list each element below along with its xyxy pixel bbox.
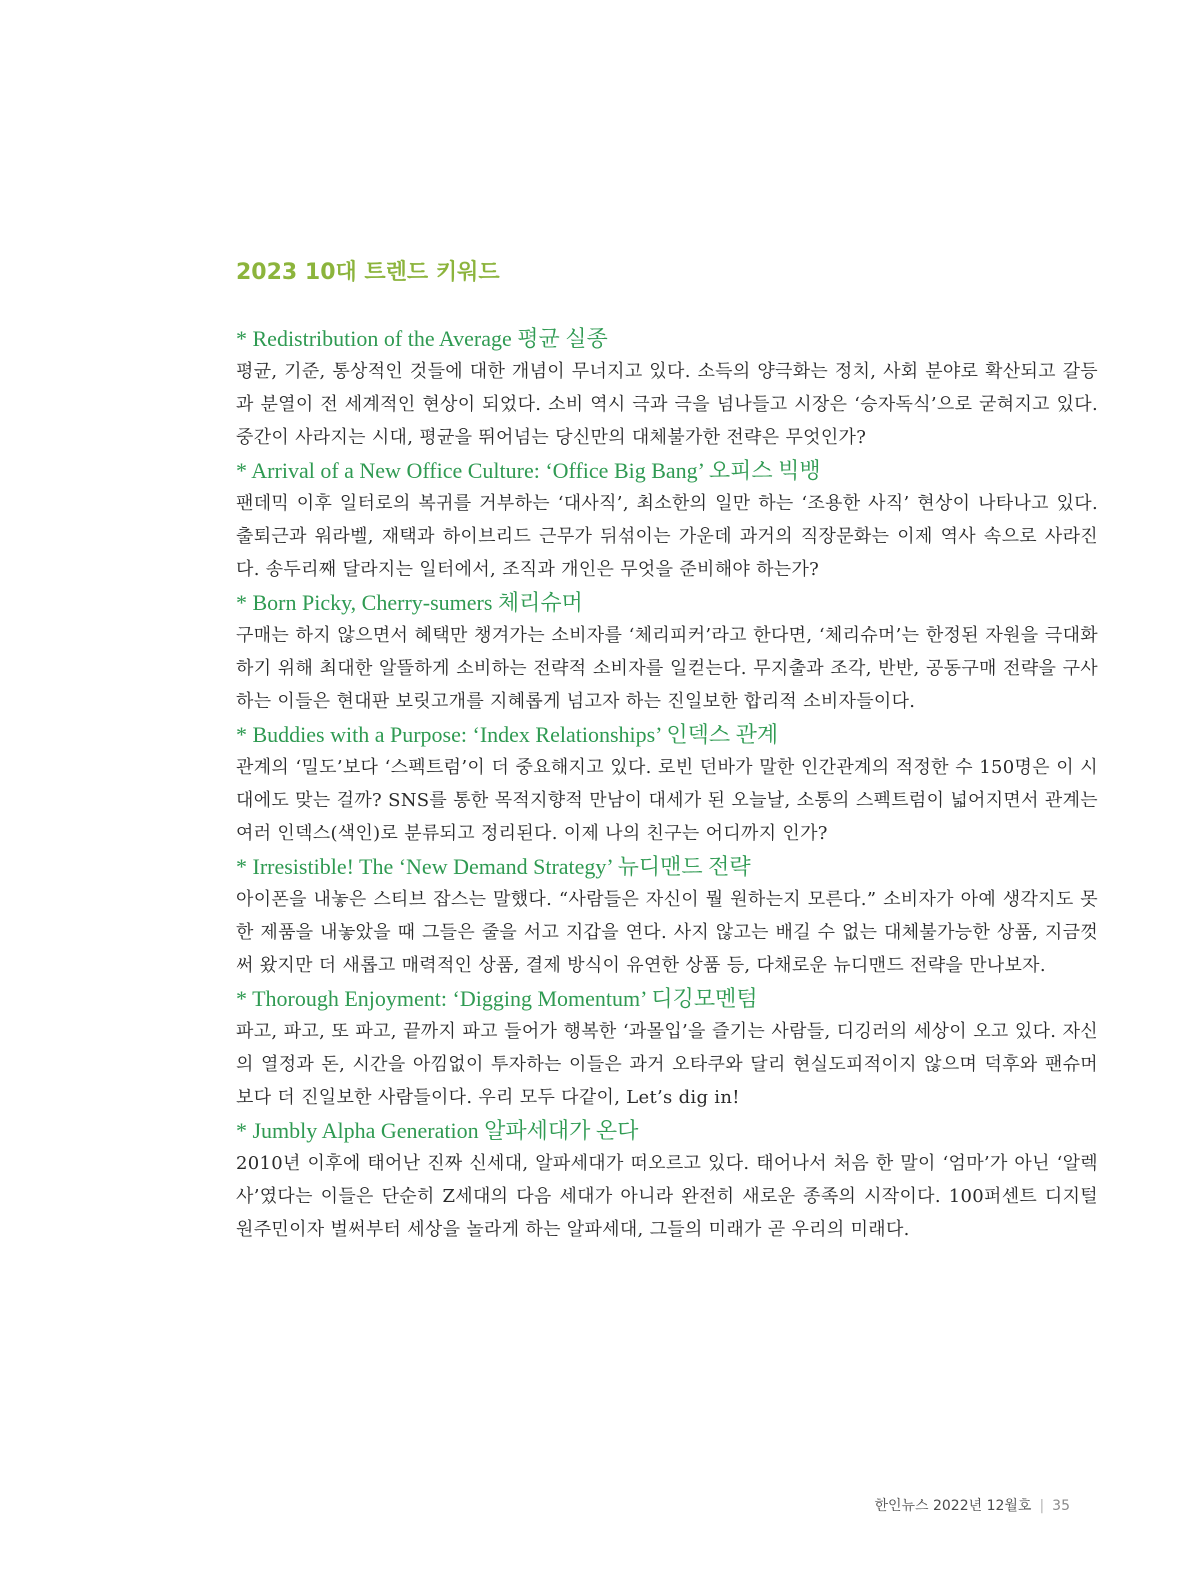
trend-item-new-demand bbox=[236, 850, 1098, 982]
footer-separator: | bbox=[1039, 1498, 1045, 1514]
page-number: 35 bbox=[1052, 1498, 1070, 1514]
trend-item-index-relationships bbox=[236, 718, 1098, 850]
trend-body: 구매는 하지 않으면서 혜택만 챙겨가는 소비자를 ‘체리피커’라고 한다면, ‘체리슈머’는 한정된 자원을 극대화하기 위해 최대한 알뜰하게 소비하는 전략적 소비자를 일컫는다. 무지출과 조각, 반반, 공동구매 전략을 구사하는 이들은 현대판 보릿고개를 지혜롭게 넘고자 하는 진일보한 합리적 소비자들이다. bbox=[236, 625, 1098, 712]
trend-heading: * Jumbly Alpha Generation 알파세대가 온다 bbox=[236, 1118, 639, 1143]
trend-heading: * Redistribution of the Average 평균 실종 bbox=[236, 326, 608, 351]
trend-body: 아이폰을 내놓은 스티브 잡스는 말했다. “사람들은 자신이 뭘 원하는지 모른다.” 소비자가 아예 생각지도 못한 제품을 내놓았을 때 그들은 줄을 서고 지갑을 연다. 사지 않고는 배길 수 없는 대체불가능한 상품, 지금껏 써 왔지만 더 새롭고 매력적인 상품, 결제 방식이 유연한 상품 등, 다채로운 뉴디맨드 전략을 만나보자. bbox=[236, 889, 1098, 976]
trend-item-average bbox=[236, 322, 1098, 454]
trend-heading: * Buddies with a Purpose: ‘Index Relationships’ 인덱스 관계 bbox=[236, 722, 779, 747]
publication-name: 한인뉴스 2022년 12월호 bbox=[874, 1498, 1032, 1514]
trend-body: 파고, 파고, 또 파고, 끝까지 파고 들어가 행복한 ‘과몰입’을 즐기는 사람들, 디깅러의 세상이 오고 있다. 자신의 열정과 돈, 시간을 아낌없이 투자하는 이들은 과거 오타쿠와 달리 현실도피적이지 않으며 덕후와 팬슈머보다 더 진일보한 사람들이다. 우리 모두 다같이, Let’s dig in! bbox=[236, 1021, 1098, 1108]
page-footer bbox=[874, 1496, 1070, 1516]
trend-heading: * Arrival of a New Office Culture: ‘Office Big Bang’ 오피스 빅뱅 bbox=[236, 458, 821, 483]
trend-item-digging-momentum bbox=[236, 982, 1098, 1114]
trend-item-office-big-bang bbox=[236, 454, 1098, 586]
trend-list bbox=[236, 322, 1098, 1246]
trend-body: 2010년 이후에 태어난 진짜 신세대, 알파세대가 떠오르고 있다. 태어나서 처음 한 말이 ‘엄마’가 아닌 ‘알렉사’였다는 이들은 단순히 Z세대의 다음 세대가 아니라 완전히 새로운 종족의 시작이다. 100퍼센트 디지털 원주민이자 벌써부터 세상을 놀라게 하는 알파세대, 그들의 미래가 곧 우리의 미래다. bbox=[236, 1153, 1098, 1240]
trend-body: 평균, 기준, 통상적인 것들에 대한 개념이 무너지고 있다. 소득의 양극화는 정치, 사회 분야로 확산되고 갈등과 분열이 전 세계적인 현상이 되었다. 소비 역시 극과 극을 넘나들고 시장은 ‘승자독식’으로 굳혀지고 있다. 중간이 사라지는 시대, 평균을 뛰어넘는 당신만의 대체불가한 전략은 무엇인가? bbox=[236, 361, 1098, 448]
trend-heading: * Irresistible! The ‘New Demand Strategy’ 뉴디맨드 전략 bbox=[236, 854, 751, 879]
trend-item-alpha-generation bbox=[236, 1114, 1098, 1246]
trend-body: 관계의 ‘밀도’보다 ‘스펙트럼’이 더 중요해지고 있다. 로빈 던바가 말한 인간관계의 적정한 수 150명은 이 시대에도 맞는 걸까? SNS를 통한 목적지향적 만남이 대세가 된 오늘날, 소통의 스펙트럼이 넓어지면서 관계는 여러 인덱스(색인)로 분류되고 정리된다. 이제 나의 친구는 어디까지 인가? bbox=[236, 757, 1098, 844]
trend-item-cherry-sumers bbox=[236, 586, 1098, 718]
trend-heading: * Born Picky, Cherry-sumers 체리슈머 bbox=[236, 590, 583, 615]
page-title: 2023 10대 트렌드 키워드 bbox=[236, 260, 500, 285]
trend-heading: * Thorough Enjoyment: ‘Digging Momentum’ 디깅모멘텀 bbox=[236, 986, 758, 1011]
trend-body: 팬데믹 이후 일터로의 복귀를 거부하는 ‘대사직’, 최소한의 일만 하는 ‘조용한 사직’ 현상이 나타나고 있다. 출퇴근과 워라벨, 재택과 하이브리드 근무가 뒤섞이는 가운데 과거의 직장문화는 이제 역사 속으로 사라진다. 송두리째 달라지는 일터에서, 조직과 개인은 무엇을 준비해야 하는가? bbox=[236, 493, 1098, 580]
